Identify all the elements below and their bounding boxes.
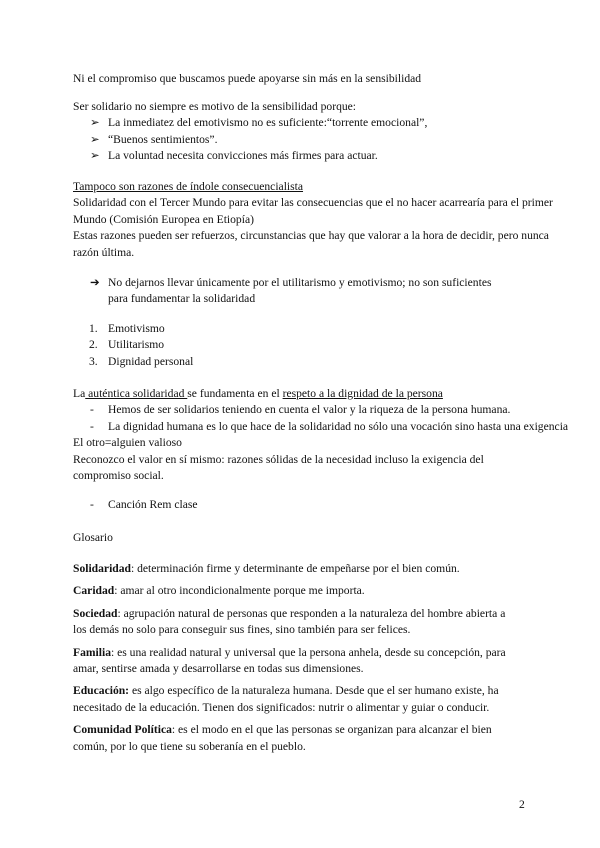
list-item: ➢ La voluntad necesita convicciones más firmes para actuar. — [73, 148, 585, 164]
list-item: 1. Emotivismo — [89, 322, 165, 335]
list-item: 3. Dignidad personal — [89, 354, 194, 368]
intro-block — [73, 99, 585, 165]
paragraph: El otro=alguien valioso — [73, 436, 182, 450]
section-heading: La auténtica solidaridad se fundamenta en el respeto a la dignidad de la persona — [73, 387, 443, 400]
bullet-marker: ➢ — [90, 116, 100, 130]
bullet-marker: ➢ — [90, 132, 100, 146]
page-number: 2 — [519, 798, 525, 811]
numbered-list — [73, 321, 585, 370]
list-item: ➢ La inmediatez del emotivismo no es suficiente:“torrente emocional”, — [73, 115, 585, 131]
paragraph: compromiso social. — [73, 469, 164, 483]
paragraph: razón última. — [73, 245, 135, 259]
list-item: - La dignidad humana es lo que hace de la solidaridad no sólo una vocación sino hasta una exigencia — [90, 419, 569, 433]
glossary-entry: Solidaridad: determinación firme y determinante de empeñarse por el bien común. — [73, 562, 460, 575]
paragraph: Solidaridad con el Tercer Mundo para evitar las consecuencias que el no hacer acarrearía para el primer — [73, 196, 553, 210]
glossary-term: Caridad — [73, 584, 115, 598]
glossary-term: Educación: — [73, 684, 130, 698]
intro-line-2: Ser solidario no siempre es motivo de la sensibilidad porque: — [73, 100, 357, 113]
paragraph: Estas razones pueden ser refuerzos, circunstancias que hay que valorar a la hora de decidir, pero nunca — [73, 229, 549, 243]
paragraph: Reconozco el valor en sí mismo: razones sólidas de la necesidad incluso la exigencia del — [73, 452, 484, 466]
glossary-entry: Educación: es algo específico de la naturaleza humana. Desde que el ser humano existe, ha necesitado de la educación. Tienen dos significados: nutrir o alimentar y guiar o conducir. — [73, 684, 499, 714]
arrow-note: ➔ No dejarnos llevar únicamente por el utilitarismo y emotivismo; no son suficientes para fundamentar la solidaridad — [90, 276, 492, 306]
paragraph: Mundo (Comisión Europea en Etiopía) — [73, 212, 254, 226]
glossary-entry: Familia: es una realidad natural y universal que la persona anhela, desde su concepción, para amar, sentirse amada y desarrollarse en todas sus dimensiones. — [73, 645, 506, 676]
section-dignidad — [73, 386, 593, 484]
section-heading: Tampoco son razones de índole consecuencialista — [73, 180, 304, 193]
glossary-entry: Caridad: amar al otro incondicionalmente porque me importa. — [73, 584, 365, 598]
glossary-term: Sociedad — [73, 606, 118, 620]
glossary-term: Familia — [73, 645, 111, 659]
intro-line-1: Ni el compromiso que buscamos puede apoyarse sin más en la sensibilidad — [73, 72, 422, 85]
section-consecuencialista — [73, 179, 585, 261]
glossary-title: Glosario — [73, 531, 113, 544]
list-item: - Hemos de ser solidarios teniendo en cuenta el valor y la riqueza de la persona humana. — [90, 403, 511, 417]
glossary-entry: Sociedad: agrupación natural de personas que responden a la naturaleza del hombre abierta a los demás no solo para conseguir sus fines, sino también para ser felices. — [73, 606, 506, 637]
glossary-term: Comunidad Política — [73, 723, 172, 737]
list-item: 2. Utilitarismo — [89, 338, 165, 352]
list-item: - Canción Rem clase — [90, 498, 198, 511]
glossary-term: Solidaridad — [73, 562, 131, 575]
glossary-entry: Comunidad Política: es el modo en el que las personas se organizan para alcanzar el bien común, por lo que tiene su soberanía en el pueblo. — [73, 723, 492, 753]
arrow-icon: ➔ — [90, 276, 100, 289]
bullet-marker: ➢ — [90, 149, 100, 163]
cancion-note — [73, 497, 585, 513]
list-item: ➢ “Buenos sentimientos”. — [73, 132, 585, 148]
glossary — [73, 561, 593, 761]
